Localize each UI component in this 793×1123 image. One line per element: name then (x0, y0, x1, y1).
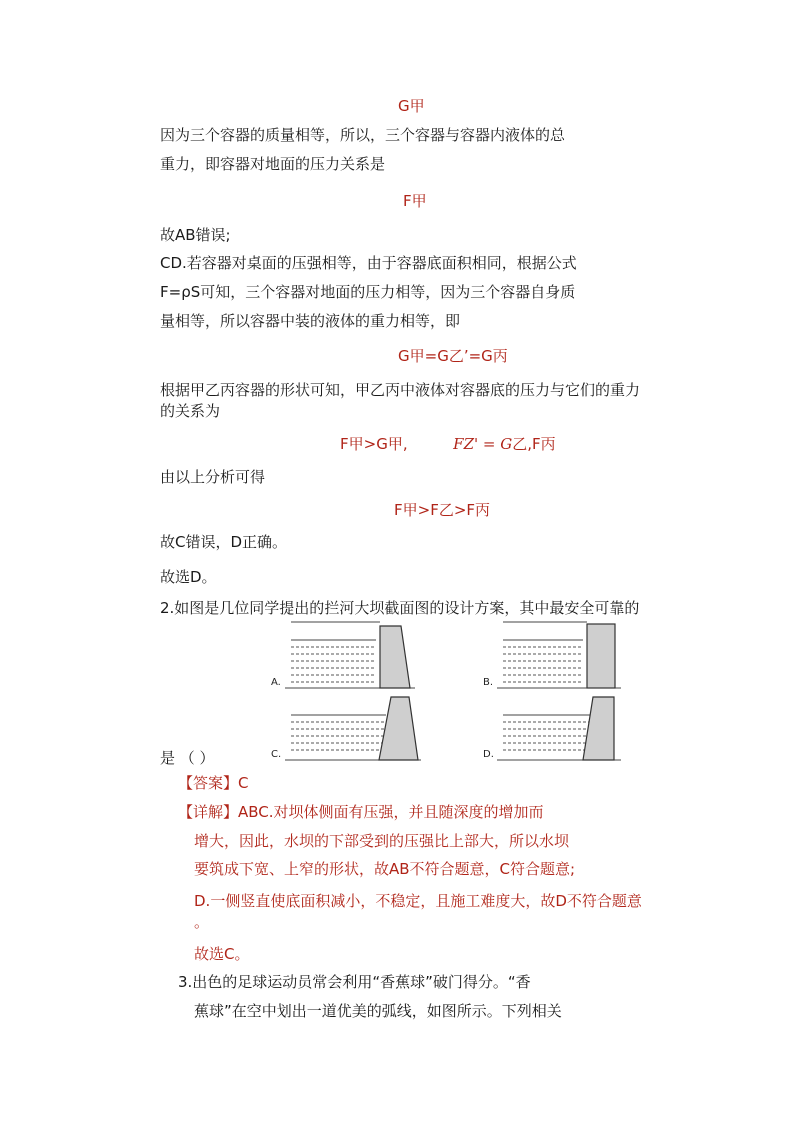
answer-tag: 【答案】 (178, 774, 239, 792)
detail-line-4: D.一侧竖直使底面积减小，不稳定，且施工难度大，故D不符合题意 (194, 892, 642, 910)
dam-option-c (271, 697, 421, 760)
answer-value: C (238, 774, 249, 792)
question-3-line-1: 3.出色的足球运动员常会利用“香蕉球”破门得分。“香 (178, 973, 531, 991)
paragraph-7: 故选D。 (160, 568, 217, 586)
dam-option-a (271, 622, 415, 688)
detail-line-2: 增大，因此，水坝的下部受到的压强比上部大，所以水坝 (194, 832, 570, 850)
answer-line (178, 773, 249, 793)
equation-g-equal: G甲=G乙’=G丙 (398, 347, 508, 365)
equation-final: F甲>F乙>F丙 (394, 501, 491, 519)
equation-relation (340, 434, 556, 454)
paragraph-3-line-3: 量相等，所以容器中装的液体的重力相等，即 (160, 312, 461, 330)
paragraph-6: 故C错误，D正确。 (160, 533, 288, 551)
paragraph-4-line-1: 根据甲乙丙容器的形状可知，甲乙丙中液体对容器底的压力与它们的重力 (160, 381, 641, 399)
equation-relation-part-b: FZ' = G (453, 435, 513, 453)
detail-line-1 (178, 802, 544, 822)
paragraph-3-line-2: F=ρS可知，三个容器对地面的压力相等，因为三个容器自身质 (160, 283, 576, 301)
detail-conclusion: 故选C。 (194, 945, 250, 963)
paragraph-5: 由以上分析可得 (160, 468, 266, 486)
figure-label-c: C. (271, 749, 282, 760)
figure-label-b: B. (483, 677, 494, 688)
dam-option-d (483, 697, 621, 760)
paragraph-2: 故AB错误; (160, 226, 231, 244)
detail-line-5: 。 (194, 913, 210, 931)
figure-label-a: A. (271, 677, 281, 688)
dam-designs-figure (265, 618, 625, 766)
equation-f-jia: F甲 (403, 192, 427, 210)
equation-relation-part-c: 乙,F丙 (512, 435, 556, 453)
paragraph-3-line-1: CD.若容器对桌面的压强相等，由于容器底面积相同，根据公式 (160, 254, 577, 272)
question-2-line-1: 2.如图是几位同学提出的拦河大坝截面图的设计方案，其中最安全可靠的 (160, 599, 640, 617)
detail-tag: 【详解】 (178, 803, 239, 821)
figure-label-d: D. (483, 749, 494, 760)
question-2-line-2: 是 （ ） (160, 749, 215, 767)
question-3-line-2: 蕉球”在空中划出一道优美的弧线，如图所示。下列相关 (194, 1002, 562, 1020)
paragraph-1-line-2: 重力，即容器对地面的压力关系是 (160, 155, 386, 173)
detail-text-1: ABC.对坝体侧面有压强，并且随深度的增加而 (238, 803, 544, 821)
paragraph-4-line-2: 的关系为 (160, 402, 221, 420)
paragraph-1-line-1: 因为三个容器的质量相等，所以，三个容器与容器内液体的总 (160, 126, 566, 144)
equation-relation-part-a: F甲>G甲, (340, 435, 408, 453)
dam-option-b (483, 622, 621, 688)
equation-g-jia: G甲 (398, 97, 425, 115)
detail-line-3: 要筑成下宽、上窄的形状，故AB不符合题意，C符合题意; (194, 860, 576, 878)
